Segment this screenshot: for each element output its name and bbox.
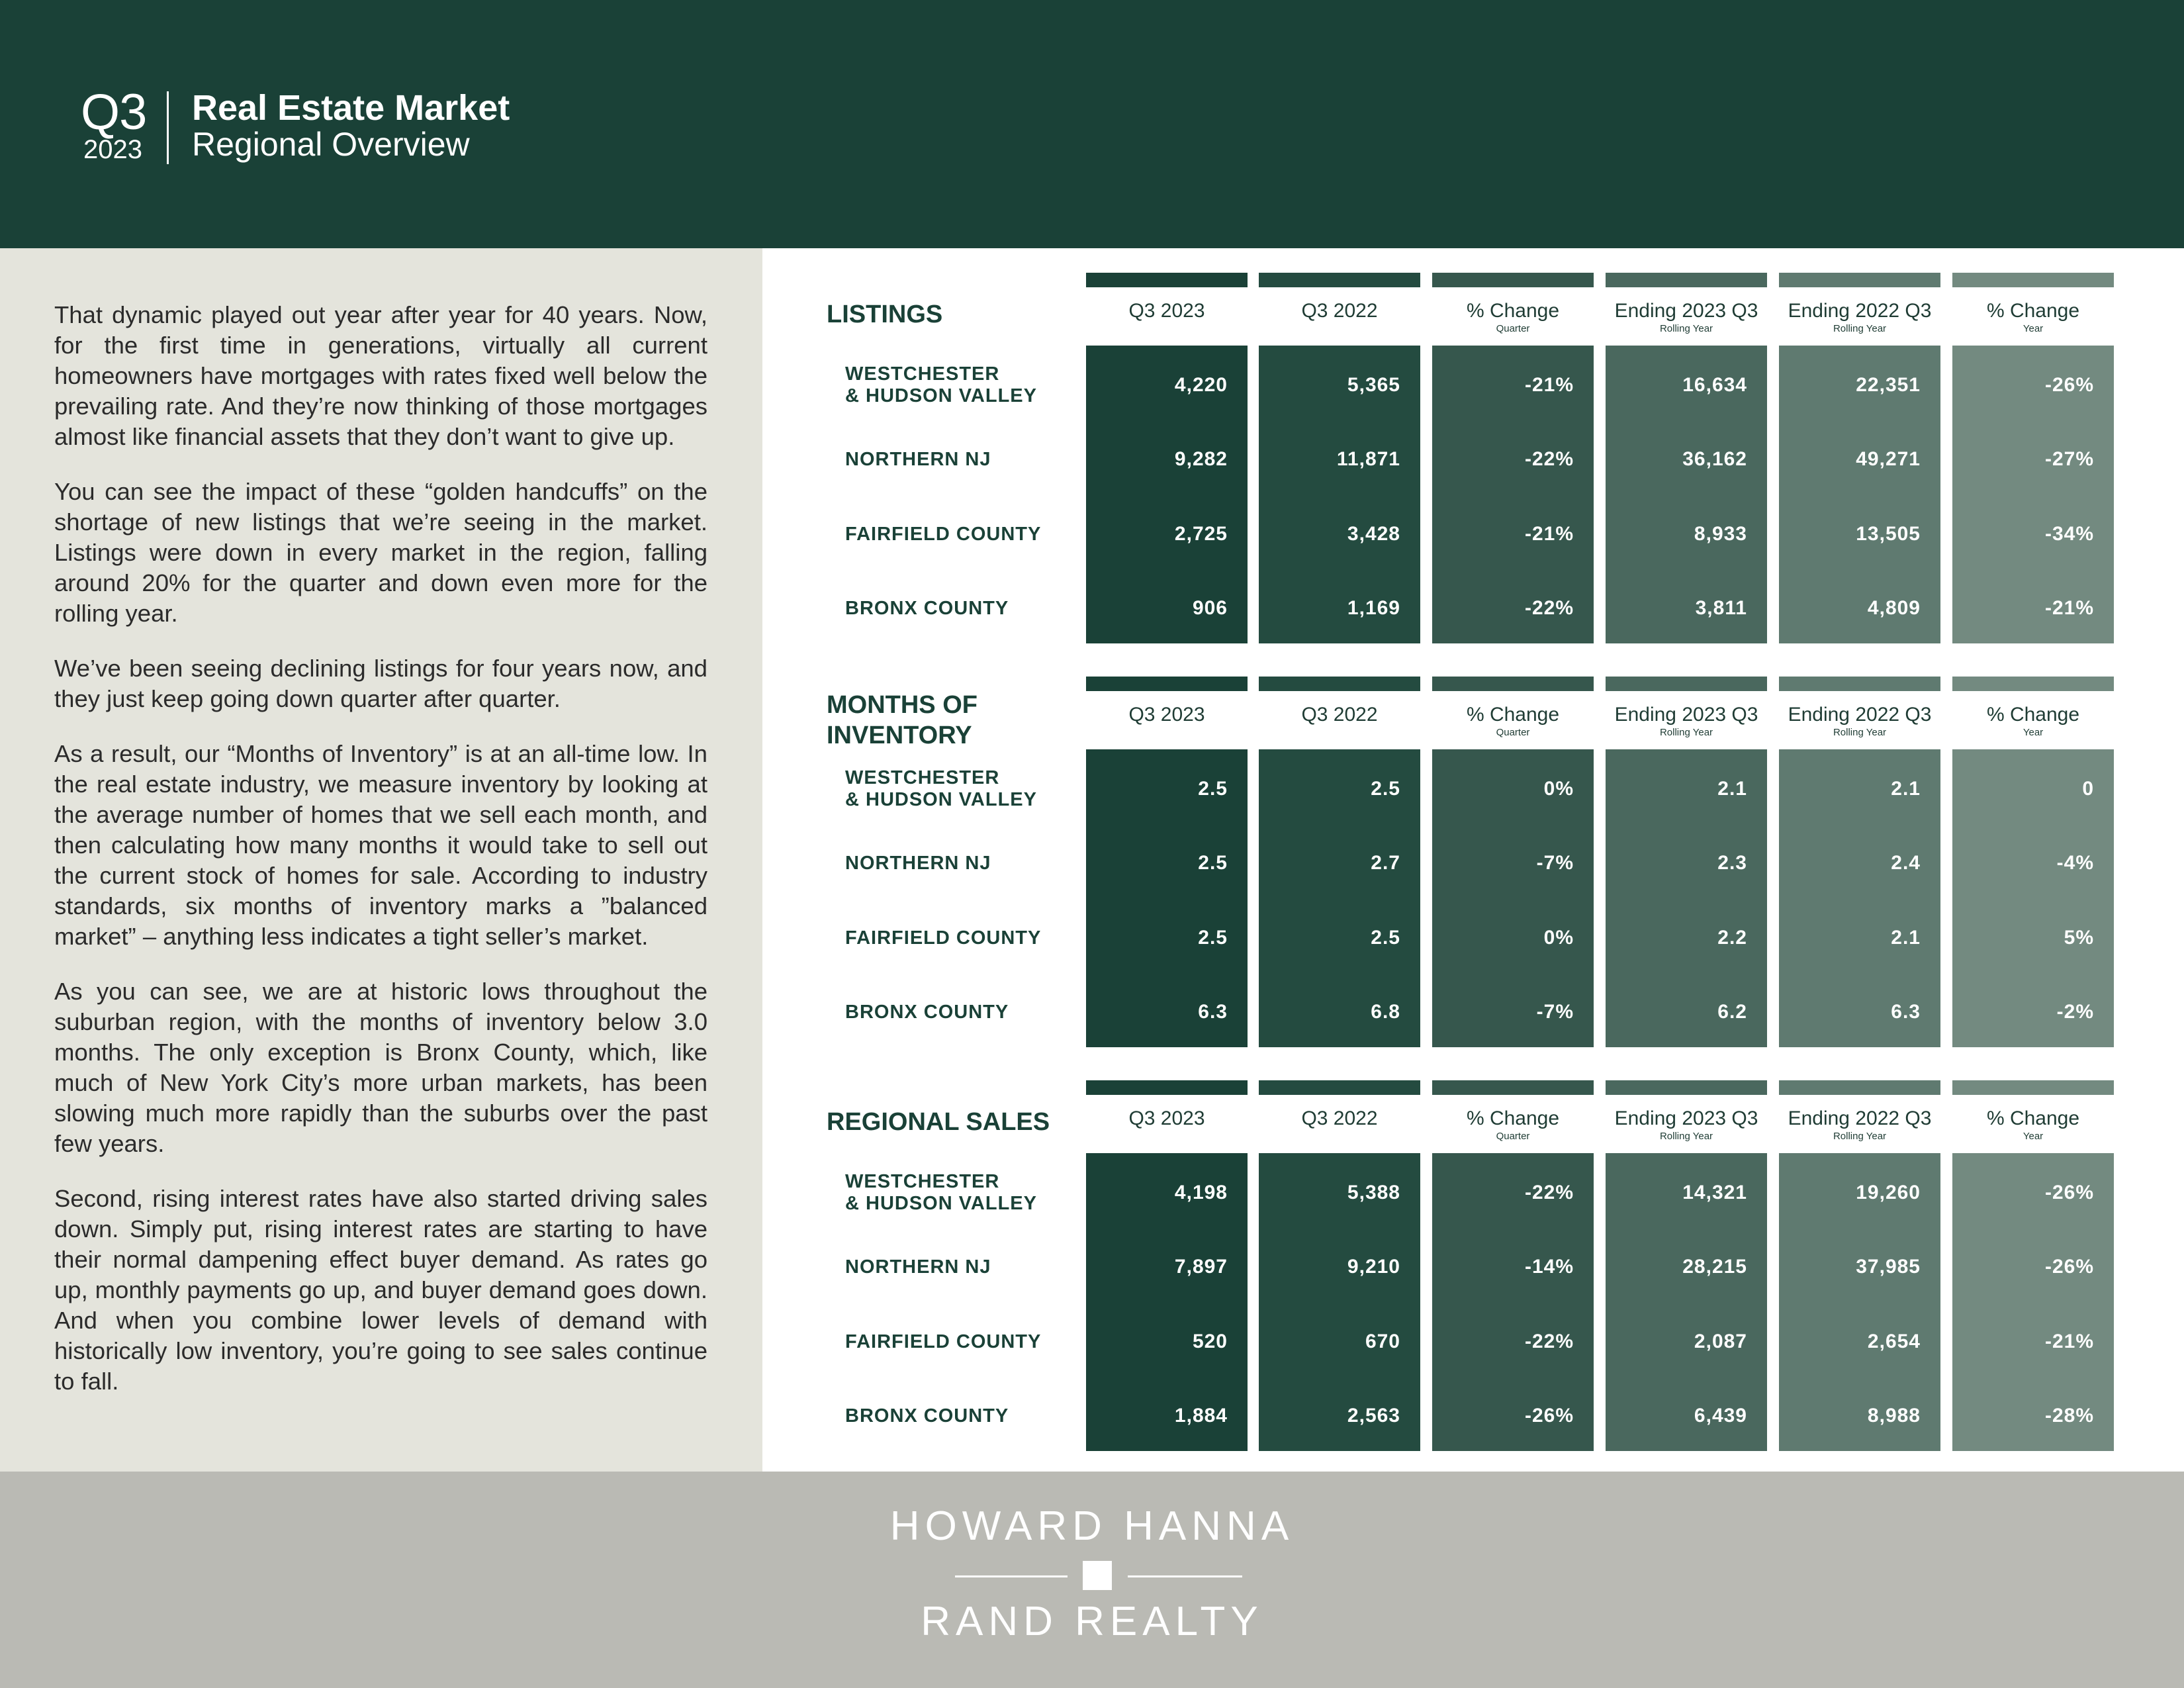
column-header <box>1086 703 1248 727</box>
table-cell: -26% <box>2044 1256 2094 1278</box>
table-cell: -4% <box>2056 852 2094 874</box>
paragraph: As you can see, we are at historic lows throughout the suburban region, with the months of inventory below 3.0 months. The only exception is Bronx County, which, like much of New York City’s more urban markets, has been slowing much more rapidly than the suburbs over the past few years. <box>54 978 707 1157</box>
table-cell: 6.2 <box>1717 1001 1747 1023</box>
narrative-panel <box>0 248 762 1472</box>
table-cell: 2,725 <box>1174 523 1228 545</box>
column-header <box>1259 299 1420 323</box>
row-label-line: FAIRFIELD COUNTY <box>845 1331 1042 1352</box>
table-cell: 11,871 <box>1336 448 1400 470</box>
table-cell: 2.1 <box>1891 778 1921 800</box>
table-cell: 4,220 <box>1174 374 1228 396</box>
table-cell: -28% <box>2044 1405 2094 1427</box>
table-cell: 28,215 <box>1682 1256 1747 1278</box>
column-header-label: Q3 2023 <box>1128 704 1205 726</box>
row-label <box>845 1405 1009 1427</box>
table-cell: -26% <box>2044 374 2094 396</box>
table-cell: 2,087 <box>1694 1331 1747 1352</box>
row-label-line: & HUDSON VALLEY <box>845 789 1037 810</box>
page-footer <box>0 1472 2184 1688</box>
column-header <box>1432 1107 1594 1143</box>
row-label <box>845 1331 1041 1353</box>
table-cell: 2.5 <box>1371 927 1400 949</box>
column-header-label: % Change <box>1986 300 2080 322</box>
column-header <box>1432 703 1594 739</box>
header-divider <box>167 91 169 164</box>
row-label-line: BRONX COUNTY <box>845 1405 1009 1427</box>
table-cell: 0% <box>1543 927 1574 949</box>
table-cell: 14,321 <box>1682 1182 1747 1203</box>
column-top-bar <box>1952 273 2114 287</box>
column-header-sub: Rolling Year <box>1833 727 1887 738</box>
table-cell: 3,811 <box>1695 597 1747 619</box>
section-title-line: LISTINGS <box>827 301 943 328</box>
table-cell: -27% <box>2044 448 2094 470</box>
paragraph: As a result, our “Months of Inventory” is at an all-time low. In the real estate industry, we measure inventory by looking at the average number of homes that we sell each month, and then calculating how many months it would take to sell out the current stock of homes for sale. According to industry standards, six months of inventory marks a ”balanced market” – anything less indicates a tight seller’s market. <box>54 740 707 950</box>
row-label-line: FAIRFIELD COUNTY <box>845 523 1042 545</box>
row-label-line: WESTCHESTER <box>845 767 1000 788</box>
table-cell: 1,884 <box>1174 1405 1228 1427</box>
table-cell: 9,210 <box>1347 1256 1400 1278</box>
table-cell: 670 <box>1365 1331 1400 1352</box>
row-label-line: BRONX COUNTY <box>845 597 1009 619</box>
table-cell: 520 <box>1192 1331 1228 1352</box>
column-header-label: Ending 2023 Q3 <box>1614 1107 1758 1129</box>
table-cell: 3,428 <box>1347 523 1400 545</box>
table-cell: -21% <box>1524 523 1574 545</box>
table-cell: 2.3 <box>1717 852 1747 874</box>
section-title-line: MONTHS OF <box>827 691 978 719</box>
column-header-sub: Rolling Year <box>1833 323 1887 334</box>
column-top-bar <box>1086 273 1248 287</box>
column-header-label: Q3 2022 <box>1301 704 1378 726</box>
table-cell: 6,439 <box>1694 1405 1747 1427</box>
column-top-bar <box>1606 273 1767 287</box>
table-cell: 2.5 <box>1371 778 1400 800</box>
column-header-sub: Rolling Year <box>1659 1131 1713 1142</box>
column-header <box>1606 703 1767 739</box>
column-top-bar <box>1779 677 1940 691</box>
column-header <box>1779 703 1940 739</box>
column-top-bar <box>1086 1080 1248 1095</box>
column-top-bar <box>1952 677 2114 691</box>
column-header-sub: Rolling Year <box>1833 1131 1887 1142</box>
column-header-label: % Change <box>1466 1107 1560 1129</box>
row-label <box>845 363 1037 407</box>
row-label-line: BRONX COUNTY <box>845 1001 1009 1023</box>
column-header-sub: Year <box>2023 1131 2044 1142</box>
row-label-line: & HUDSON VALLEY <box>845 1193 1037 1214</box>
table-cell: 36,162 <box>1682 448 1747 470</box>
table-cell: -7% <box>1536 1001 1574 1023</box>
column-header-label: Ending 2022 Q3 <box>1788 300 1932 322</box>
table-cell: -26% <box>2044 1182 2094 1203</box>
table-cell: 6.3 <box>1198 1001 1228 1023</box>
section-title <box>827 690 978 751</box>
table-cell: 16,634 <box>1682 374 1747 396</box>
column-header-label: Q3 2023 <box>1128 1107 1205 1129</box>
table-cell: 2,654 <box>1867 1331 1921 1352</box>
table-cell: 5,365 <box>1347 374 1400 396</box>
column-header-label: Ending 2023 Q3 <box>1614 300 1758 322</box>
table-cell: 0 <box>2082 778 2094 800</box>
column-header <box>1952 1107 2114 1143</box>
column-header <box>1779 1107 1940 1143</box>
column-header-sub: Year <box>2023 323 2044 334</box>
column-top-bar <box>1432 1080 1594 1095</box>
column-top-bar <box>1779 1080 1940 1095</box>
column-header-label: % Change <box>1466 704 1560 726</box>
table-cell: 4,198 <box>1174 1182 1228 1203</box>
row-label <box>845 524 1041 545</box>
table-cell: -14% <box>1524 1256 1574 1278</box>
column-header <box>1952 299 2114 335</box>
column-header <box>1952 703 2114 739</box>
table-cell: 2.1 <box>1891 927 1921 949</box>
table-cell: 7,897 <box>1174 1256 1228 1278</box>
brand-logo-bottom: RAND REALTY <box>921 1599 1263 1644</box>
row-label-line: WESTCHESTER <box>845 363 1000 385</box>
table-cell: 37,985 <box>1856 1256 1921 1278</box>
column-header <box>1086 1107 1248 1131</box>
table-cell: 8,933 <box>1694 523 1747 545</box>
table-cell: -21% <box>2044 1331 2094 1352</box>
table-cell: -7% <box>1536 852 1574 874</box>
column-header <box>1086 299 1248 323</box>
column-header <box>1259 1107 1420 1131</box>
page-title: Real Estate Market <box>192 88 510 128</box>
table-cell: -2% <box>2056 1001 2094 1023</box>
table-cell: 2.5 <box>1198 927 1228 949</box>
section-title <box>827 299 942 330</box>
paragraph: That dynamic played out year after year for 40 years. Now, for the first time in generations, virtually all current homeowners have mortgages with rates fixed well below the prevailing rate. And they’re now thinking of those mortgages almost like financial assets that they don’t want to give up. <box>54 301 707 450</box>
table-cell: -34% <box>2044 523 2094 545</box>
table-cell: 5,388 <box>1347 1182 1400 1203</box>
table-cell: -22% <box>1524 1182 1574 1203</box>
column-header-label: % Change <box>1986 1107 2080 1129</box>
table-cell: 22,351 <box>1856 374 1921 396</box>
column-header-sub: Year <box>2023 727 2044 738</box>
column-top-bar <box>1259 677 1420 691</box>
table-cell: 2.7 <box>1371 852 1400 874</box>
row-label <box>845 1256 991 1278</box>
column-header <box>1432 299 1594 335</box>
table-cell: 2.1 <box>1717 778 1747 800</box>
logo-rule-left <box>955 1575 1068 1577</box>
table-cell: 2.2 <box>1717 927 1747 949</box>
row-label <box>845 1171 1037 1215</box>
page-subtitle: Regional Overview <box>192 126 470 163</box>
narrative-text <box>54 300 707 1421</box>
table-cell: -21% <box>2044 597 2094 619</box>
section-title-line: REGIONAL SALES <box>827 1108 1050 1136</box>
column-header-label: Ending 2022 Q3 <box>1788 704 1932 726</box>
table-cell: 49,271 <box>1856 448 1921 470</box>
table-cell: 6.3 <box>1891 1001 1921 1023</box>
row-label <box>845 449 991 471</box>
logo-rule-right <box>1128 1575 1242 1577</box>
logo-square-icon <box>1083 1561 1112 1590</box>
paragraph: You can see the impact of these “golden handcuffs” on the shortage of new listings that we’re seeing in the market. Listings were down in every market in the region, falling around 20% for the quarter and down even more for the rolling year. <box>54 478 707 627</box>
table-cell: 2,563 <box>1347 1405 1400 1427</box>
column-top-bar <box>1952 1080 2114 1095</box>
table-cell: -22% <box>1524 597 1574 619</box>
column-top-bar <box>1432 677 1594 691</box>
brand-logo-top: HOWARD HANNA <box>889 1503 1295 1549</box>
table-cell: 8,988 <box>1867 1405 1921 1427</box>
row-label <box>845 598 1009 620</box>
table-cell: -22% <box>1524 1331 1574 1352</box>
table-cell: 2.5 <box>1198 778 1228 800</box>
table-cell: 6.8 <box>1371 1001 1400 1023</box>
year-label: 2023 <box>83 135 142 164</box>
row-label <box>845 1002 1009 1023</box>
table-cell: 5% <box>2064 927 2094 949</box>
table-cell: -21% <box>1524 374 1574 396</box>
row-label-line: FAIRFIELD COUNTY <box>845 927 1042 949</box>
column-top-bar <box>1259 273 1420 287</box>
row-label-line: NORTHERN NJ <box>845 852 991 874</box>
column-top-bar <box>1606 1080 1767 1095</box>
column-header-label: Q3 2022 <box>1301 1107 1378 1129</box>
column-header-sub: Rolling Year <box>1659 727 1713 738</box>
column-header-sub: Rolling Year <box>1659 323 1713 334</box>
column-header-sub: Quarter <box>1496 323 1530 334</box>
column-header <box>1779 299 1940 335</box>
table-cell: -26% <box>1524 1405 1574 1427</box>
column-top-bar <box>1086 677 1248 691</box>
table-cell: 906 <box>1192 597 1228 619</box>
row-label-line: WESTCHESTER <box>845 1171 1000 1192</box>
table-cell: 2.4 <box>1891 852 1921 874</box>
column-top-bar <box>1259 1080 1420 1095</box>
column-header-label: Q3 2022 <box>1301 300 1378 322</box>
column-header-label: % Change <box>1986 704 2080 726</box>
table-cell: 2.5 <box>1198 852 1228 874</box>
column-top-bar <box>1432 273 1594 287</box>
table-cell: -22% <box>1524 448 1574 470</box>
column-header <box>1606 1107 1767 1143</box>
table-cell: 0% <box>1543 778 1574 800</box>
row-label-line: & HUDSON VALLEY <box>845 385 1037 406</box>
column-header <box>1606 299 1767 335</box>
column-header-label: Ending 2022 Q3 <box>1788 1107 1932 1129</box>
paragraph: We’ve been seeing declining listings for four years now, and they just keep going down quarter after quarter. <box>54 655 707 712</box>
section-title-line: INVENTORY <box>827 722 972 749</box>
table-cell: 1,169 <box>1347 597 1400 619</box>
table-cell: 9,282 <box>1174 448 1228 470</box>
column-header-label: Q3 2023 <box>1128 300 1205 322</box>
row-label <box>845 927 1041 949</box>
table-cell: 4,809 <box>1867 597 1921 619</box>
paragraph: Second, rising interest rates have also started driving sales down. Simply put, rising interest rates are starting to have their normal dampening effect buyer demand. As rates go up, monthly payments go up, and buyer demand goes down. And when you combine lower levels of demand with historically low inventory, you’re going to see sales continue to fall. <box>54 1185 707 1395</box>
row-label <box>845 767 1037 811</box>
column-header-label: Ending 2023 Q3 <box>1614 704 1758 726</box>
row-label <box>845 853 991 874</box>
column-top-bar <box>1779 273 1940 287</box>
column-header-sub: Quarter <box>1496 1131 1530 1142</box>
quarter-label: Q3 <box>81 84 147 140</box>
column-header-label: % Change <box>1466 300 1560 322</box>
row-label-line: NORTHERN NJ <box>845 1256 991 1278</box>
column-header-sub: Quarter <box>1496 727 1530 738</box>
row-label-line: NORTHERN NJ <box>845 448 991 470</box>
table-cell: 19,260 <box>1856 1182 1921 1203</box>
column-top-bar <box>1606 677 1767 691</box>
table-cell: 13,505 <box>1856 523 1921 545</box>
section-title <box>827 1107 1050 1137</box>
page-header <box>0 0 2184 248</box>
column-header <box>1259 703 1420 727</box>
